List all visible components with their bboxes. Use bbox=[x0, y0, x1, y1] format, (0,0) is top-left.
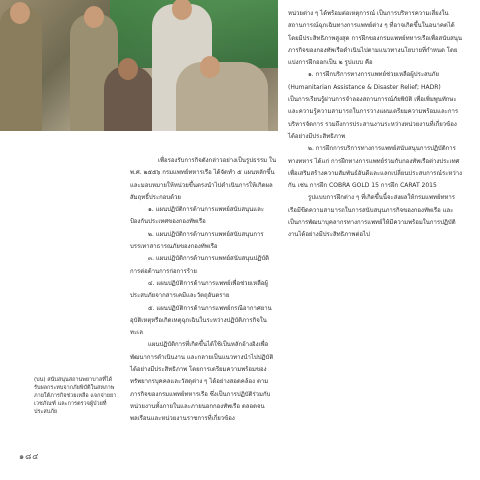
person-head bbox=[200, 56, 220, 78]
right-text-column bbox=[288, 8, 462, 242]
doctor-figure bbox=[176, 62, 268, 131]
closing-paragraph: แผนปฏิบัติการที่เกิดขึ้นได้ใช้เป็นหลักอ้างอิงเพื่อพัฒนาการดำเนินงาน และกลายเป็นแนวทางนำไปปฏิบัติได้อย่างมีประสิทธิภาพ โดยการเตรียมความพร้อมของทรัพยากรบุคคลและวัสดุต่าง ๆ ได้อย่างสอดคล้อง ตามภารกิจของกรมแพทย์ทหารเรือ ซึ่งเป็นการปฏิบัติร่วมกับหน่วยงานทั้งภายในและภายนอกกองทัพเรือ ตลอดจนพลเรือนและหน่วยงานราชการที่เกี่ยวข้อง bbox=[130, 341, 274, 423]
training-conclusion: รูปแบบการฝึกต่าง ๆ ที่เกิดขึ้นนี้จะส่งผลให้กรมแพทย์ทหารเรือมีขีดความสามารถในการสนับสนุนภารกิจของกองทัพเรือ และเป็นการพัฒนาบุคลากรทางการแพทย์ให้มีความพร้อมในการปฏิบัติงานได้อย่างมีประสิทธิภาพต่อไป bbox=[288, 194, 456, 239]
field-clinic-photo bbox=[0, 0, 278, 131]
soldier-figure-left bbox=[0, 6, 42, 131]
training-type-1: ๑. การฝึกบริการทางการแพทย์ช่วยเหลือผู้ประสบภัย (Humanitarian Assistance & Disaster Relief; HADR) เป็นการเรียนรู้ผ่านการจำลองสถานการณ์ภัยพิบัติ เพื่อเพิ่มพูนทักษะและความรู้ความสามารถในการวางแผนเตรียมความพร้อมและการบริหารจัดการ รวมถึงการประสานงานระหว่างหน่วยงานที่เกี่ยวข้องได้อย่างมีประสิทธิภาพ bbox=[288, 71, 459, 140]
right-intro-paragraph: หน่วยต่าง ๆ ได้พร้อมต่อเหตุการณ์ เป็นการบริหารความเสี่ยงในสถานการณ์ฉุกเฉินทางการแพทย์ต่าง ๆ ที่อาจเกิดขึ้นในอนาคตได้โดยมีประสิทธิภาพสูงสุด การฝึกของกรมแพทย์ทหารเรือเพื่อสนับสนุนภารกิจของกองทัพเรือดำเนินไปตามแนวทางนโยบายที่กำหนด โดยแบ่งการฝึกออกเป็น ๒ รูปแบบ คือ bbox=[288, 10, 462, 67]
page-number: ๑๘๔ bbox=[19, 452, 40, 461]
plan-item-1: ๑. แผนปฏิบัติการด้านการแพทย์สนับสนุนและป้องกันประเทศของกองทัพเรือ bbox=[130, 206, 264, 226]
plan-item-5: ๕. แผนปฏิบัติการด้านการแพทย์กรณีอากาศยานอุบัติเหตุหรือเกิดเหตุฉุกเฉินในระหว่างปฏิบัติภารกิจในทะเล bbox=[130, 304, 272, 337]
plan-item-4: ๔. แผนปฏิบัติการด้านการแพทย์เพื่อช่วยเหลือผู้ประสบภัยจากสารเคมีและวัตถุอันตราย bbox=[130, 279, 268, 300]
left-text-column bbox=[130, 155, 278, 426]
person-head bbox=[10, 2, 30, 24]
photo-caption: (บน) สนับสนุนสถานพยาบาลที่ได้รับผลกระทบจากภัยพิบัติในสหภาพ ภายใต้ภารกิจช่วยเหลือ แจกจ่ายยาเวชภัณฑ์ และการตรวจผู้ป่วยที่ประสบภัย bbox=[34, 377, 117, 415]
plan-item-3: ๓. แผนปฏิบัติการด้านการแพทย์สนับสนุนปฏิบัติการต่อต้านการก่อการร้าย bbox=[130, 255, 270, 275]
intro-paragraph: เพื่อรองรับการกิจดังกล่าวอย่างเป็นรูปธรรม ใน พ.ศ. ๒๕๕๖ กรมแพทย์ทหารเรือ ได้จัดทำ ๕ แผนหลักขึ้น และมอบหมายให้หน่วยขึ้นตรงนำไปดำเนินการให้เกิดผลสัมฤทธิ์ประกอบด้วย bbox=[130, 157, 277, 201]
person-head bbox=[118, 58, 138, 80]
plan-item-2: ๒. แผนปฏิบัติการด้านการแพทย์สนับสนุนการบรรเทาสาธารณภัยของกองทัพเรือ bbox=[130, 230, 264, 251]
training-type-2: ๒. การฝึกการบริการทางการแพทย์สนับสนุนการปฏิบัติการทางทหาร ได้แก่ การฝึกทางการแพทย์ร่วมกับกองทัพเรือต่างประเทศ เพื่อเสริมสร้างความสัมพันธ์อันดีและแลกเปลี่ยนประสบการณ์ระหว่างกัน เช่น การฝึก COBRA GOLD 15 การฝึก CARAT 2015 bbox=[288, 145, 463, 190]
person-head bbox=[84, 6, 104, 28]
